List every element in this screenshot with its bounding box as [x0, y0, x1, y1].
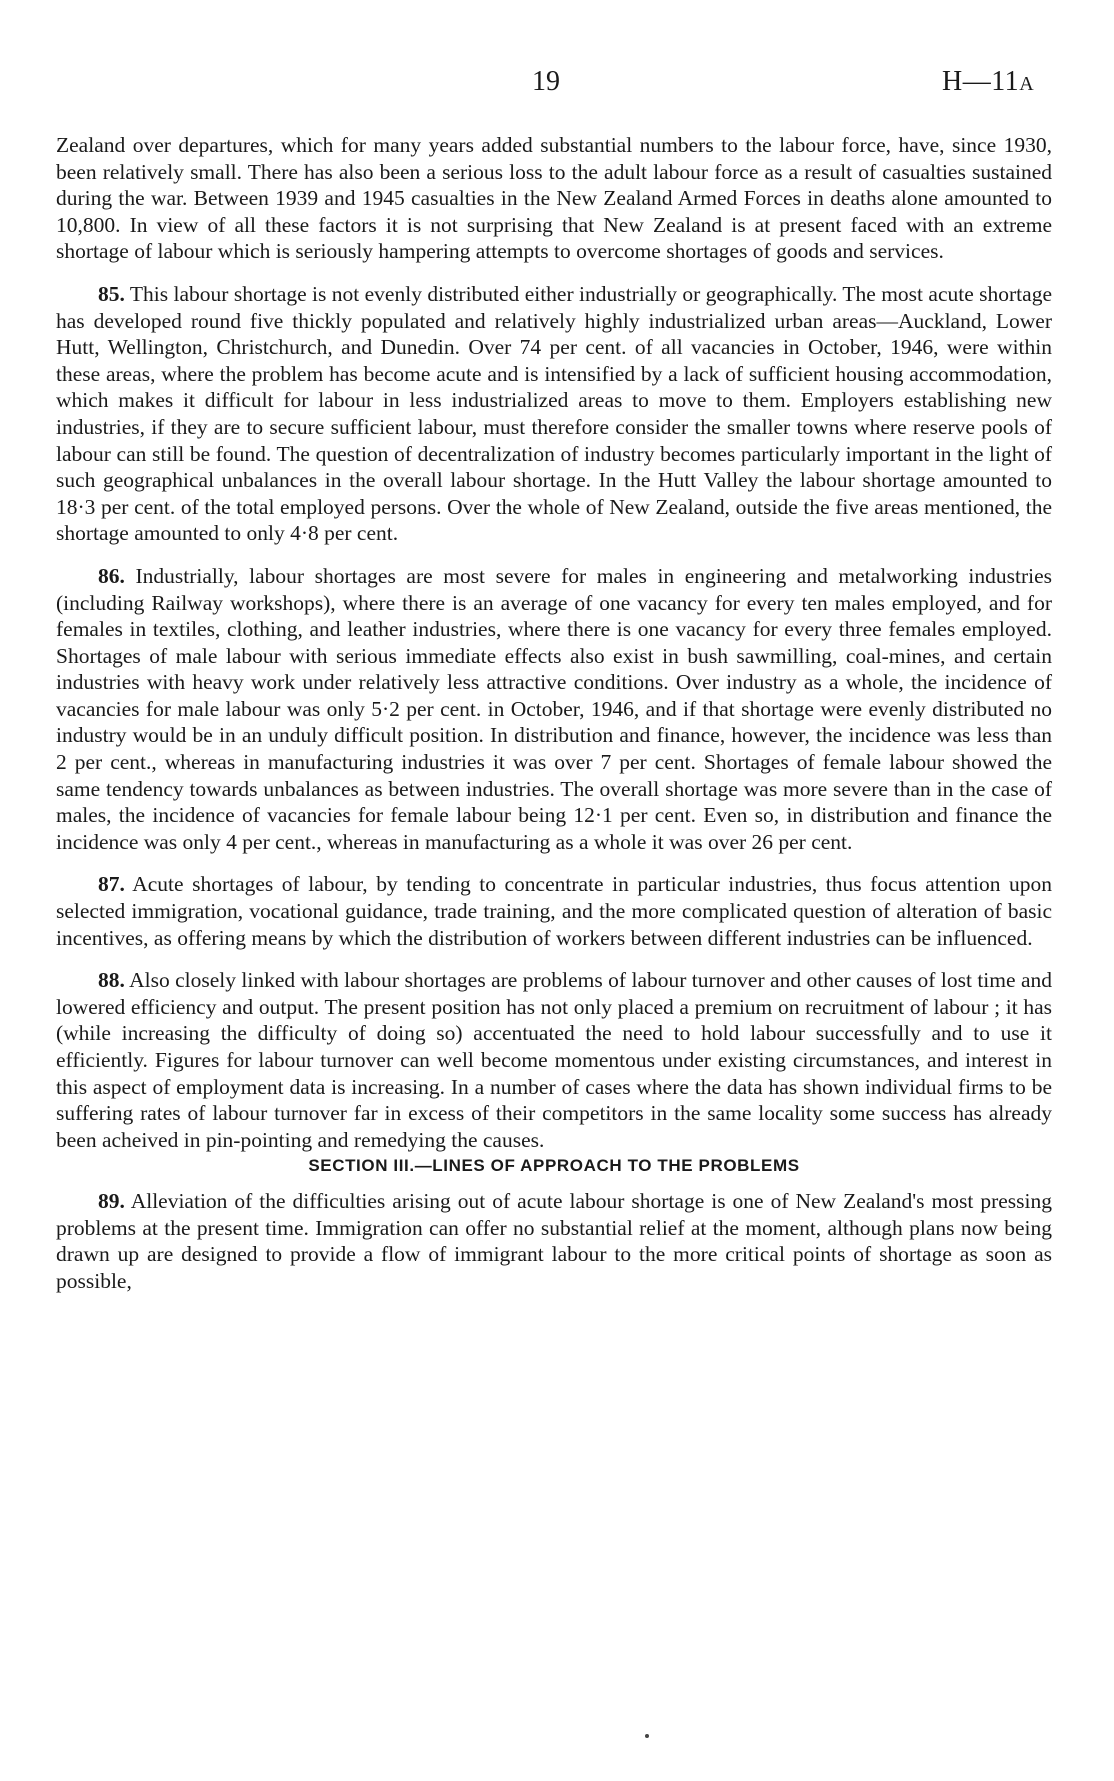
- page-number: 19: [532, 66, 560, 97]
- paragraph-text: Also closely linked with labour shortages are problems of labour turnover and other causes of lost time and lowered efficiency and output. The present position has not only placed a premium on recruitment of labour ; it has (while increasing the difficulty of doing so) accentuated the need to hold labour successfully and to use it efficiently. Figures for labour turnover can well become momentous under existing circumstances, and interest in this aspect of employment data is increasing. In a number of cases where the data has shown individual firms to be suffering rates of labour turnover far in excess of their competitors in the same locality some success has already been acheived in pin-pointing and remedying the causes.: [56, 968, 1052, 1152]
- paragraph-number: 86.: [98, 563, 125, 588]
- paragraph-87: [56, 871, 1052, 951]
- print-mark: [645, 1734, 649, 1738]
- document-code-main: H—11: [942, 66, 1020, 97]
- paragraph-text: This labour shortage is not evenly distributed either industrially or geographically. The most acute shortage has developed round five thickly populated and relatively highly industrialized urban areas—Auckland, Lower Hutt, Wellington, Christchurch, and Dunedin. Over 74 per cent. of all vacancies in October, 1946, were within these areas, where the problem has become acute and is intensified by a lack of sufficient housing accommodation, which makes it difficult for labour in less industrialized areas to move to them. Employers establishing new industries, if they are to secure sufficient labour, must therefore consider the smaller towns where reserve pools of labour can still be found. The question of decentralization of industry becomes particularly important in the light of such geographical unbalances in the overall labour shortage. In the Hutt Valley the labour shortage amounted to 18·3 per cent. of the total employed persons. Over the whole of New Zealand, outside the five areas mentioned, the shortage amounted to only 4·8 per cent.: [56, 281, 1052, 546]
- paragraph-88: [56, 967, 1052, 1153]
- document-code-suffix: A: [1019, 73, 1035, 95]
- section-heading: SECTION III.—LINES OF APPROACH TO THE PROBLEMS: [308, 1156, 800, 1176]
- paragraph-number: 88.: [98, 968, 125, 993]
- paragraph-86: [56, 563, 1052, 856]
- paragraph-89: [56, 1188, 1052, 1294]
- paragraph-number: 85.: [98, 281, 125, 306]
- document-code: [942, 66, 1034, 98]
- paragraph-text: Alleviation of the difficulties arising out of acute labour shortage is one of New Zealand's most pressing problems at the present time. Immigration can offer no substantial relief at the moment, although plans now being drawn up are designed to provide a flow of immigrant labour to the more critical points of shortage as soon as possible,: [56, 1188, 1052, 1293]
- paragraph-text: Acute shortages of labour, by tending to concentrate in particular industries, thus focus attention upon selected immigration, vocational guidance, trade training, and the more complicated question of alteration of basic incentives, as offering means by which the distribution of workers between different industries can be influenced.: [56, 872, 1052, 950]
- paragraph-85: [56, 281, 1052, 547]
- paragraph-continued: Zealand over departures, which for many years added substantial numbers to the labour force, have, since 1930, been relatively small. There has also been a serious loss to the adult labour force as a result of casualties sustained during the war. Between 1939 and 1945 casualties in the New Zealand Armed Forces in deaths alone amounted to 10,800. In view of all these factors it is not surprising that New Zealand is at present faced with an extreme shortage of labour which is seriously hampering attempts to overcome shortages of goods and services.: [56, 133, 1052, 264]
- body-text: [56, 132, 1052, 1294]
- paragraph-number: 89.: [98, 1188, 125, 1213]
- paragraph-number: 87.: [98, 872, 125, 897]
- paragraph-text: Industrially, labour shortages are most severe for males in engineering and metalworking industries (including Railway workshops), where there is an average of one vacancy for every ten males employed, and for females in textiles, clothing, and leather industries, where there is one vacancy for every three females employed. Shortages of male labour with serious immediate effects also exist in bush sawmilling, coal-mines, and certain industries with heavy work under relatively less attractive conditions. Over industry as a whole, the incidence of vacancies for male labour was only 5·2 per cent. in October, 1946, and if that shortage were evenly distributed no industry would be in an unduly difficult position. In distribution and finance, however, the incidence was less than 2 per cent., whereas in manufacturing industries it was over 7 per cent. Shortages of female labour showed the same tendency towards unbalances as between industries. The overall shortage was more severe than in the case of males, the incidence of vacancies for female labour being 12·1 per cent. Even so, in distribution and finance the incidence was only 4 per cent., whereas in manufacturing as a whole it was over 26 per cent.: [56, 563, 1053, 854]
